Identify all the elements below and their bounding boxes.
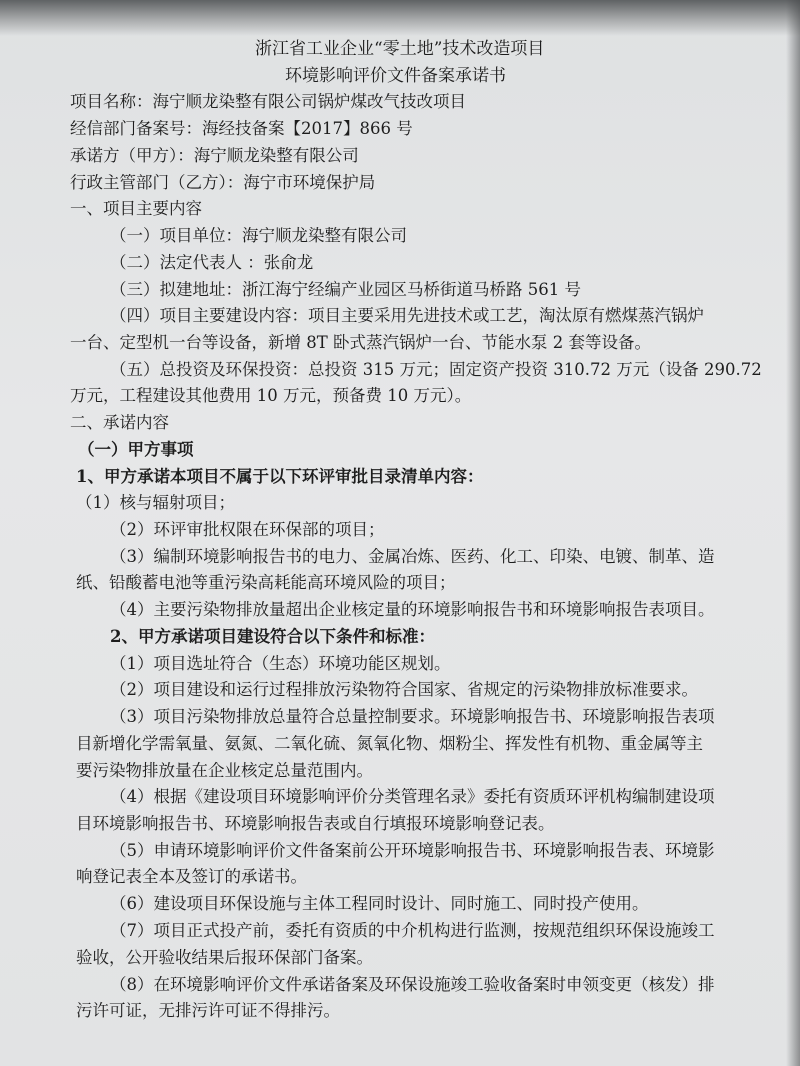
construction-content-line1: （四）项目主要建设内容：项目主要采用先进技术或工艺，淘汰原有燃煤蒸汽锅炉 xyxy=(110,306,704,325)
commitment2-item4-line2: 目环境影响报告书、环境影响报告表或自行填报环境影响登记表。 xyxy=(76,814,555,833)
commitment2-item5-line1: （5）申请环境影响评价文件备案前公开环境影响报告书、环境影响报告表、环境影 xyxy=(110,841,715,860)
section1-heading: 一、项目主要内容 xyxy=(70,199,202,218)
project-unit: （一）项目单位：海宁顺龙染整有限公司 xyxy=(110,226,407,245)
commitment2-item3-line1: （3）项目污染物排放总量符合总量控制要求。环境影响报告书、环境影响报告表项 xyxy=(110,707,715,726)
commitment1-item3-line1: （3）编制环境影响报告书的电力、金属冶炼、医药、化工、印染、电镀、制革、造 xyxy=(110,547,715,566)
party-a: 承诺方（甲方）：海宁顺龙染整有限公司 xyxy=(70,146,359,165)
commitment2-item3-line2: 目新增化学需氧量、氨氮、二氧化硫、氮氧化物、烟粉尘、挥发性有机物、重金属等主 xyxy=(76,734,703,753)
commitment1-item3-line2: 纸、铅酸蓄电池等重污染高耗能高环境风险的项目； xyxy=(76,573,456,592)
commitment1-heading: 1、甲方承诺本项目不属于以下环评审批目录清单内容： xyxy=(76,467,484,486)
commitment1-item2: （2）环评审批权限在环保部的项目； xyxy=(110,520,385,539)
section2-heading: 二、承诺内容 xyxy=(70,413,169,432)
commitment2-item8-line2: 污许可证，无排污许可证不得排污。 xyxy=(76,1001,340,1020)
page-top-shadow xyxy=(0,0,800,36)
page-edge-shadow xyxy=(786,0,800,1066)
legal-representative: （二）法定代表人 ：张俞龙 xyxy=(110,253,314,272)
construction-content-line2: 一台、定型机一台等设备，新增 8T 卧式蒸汽锅炉一台、节能水泵 2 套等设备。 xyxy=(70,333,651,352)
commitment2-item4-line1: （4）根据《建设项目环境影响评价分类管理名录》委托有资质环评机构编制建设项 xyxy=(110,787,715,806)
commitment2-item3-line3: 要污染物排放量在企业核定总量范围内。 xyxy=(76,761,373,780)
document-subtitle: 环境影响评价文件备案承诺书 xyxy=(285,66,506,86)
commitment2-item5-line2: 响登记表全本及签订的承诺书。 xyxy=(76,867,307,886)
commitment2-item7-line2: 验收，公开验收结果后报环保部门备案。 xyxy=(76,948,373,967)
party-b: 行政主管部门（乙方）：海宁市环境保护局 xyxy=(70,173,376,192)
record-number: 经信部门备案号：海经技备案【2017】866 号 xyxy=(70,119,413,138)
investment-line2: 万元，工程建设其他费用 10 万元，预备费 10 万元）。 xyxy=(70,386,472,405)
commitment2-item7-line1: （7）项目正式投产前，委托有资质的中介机构进行监测，按规范组织环保设施竣工 xyxy=(110,921,715,940)
site-address: （三）拟建地址：浙江海宁经编产业园区马桥街道马桥路 561 号 xyxy=(110,280,581,299)
commitment2-item1: （1）项目选址符合（生态）环境功能区规划。 xyxy=(110,654,451,673)
commitment2-item6: （6）建设项目环保设施与主体工程同时设计、同时施工、同时投产使用。 xyxy=(110,894,649,913)
commitment1-item4: （4）主要污染物排放量超出企业核定量的环境影响报告书和环境影响报告表项目。 xyxy=(110,600,715,619)
investment-line1: （五）总投资及环保投资：总投资 315 万元；固定资产投资 310.72 万元（设备 290.72 xyxy=(110,360,762,379)
commitment2-item8-line1: （8）在环境影响评价文件承诺备案及环保设施竣工验收备案时申领变更（核发）排 xyxy=(110,975,715,994)
party-a-matters-heading: （一）甲方事项 xyxy=(78,440,194,459)
commitment1-item1: （1）核与辐射项目； xyxy=(76,493,235,512)
project-name: 项目名称：海宁顺龙染整有限公司锅炉煤改气技改项目 xyxy=(70,92,466,111)
commitment2-item2: （2）项目建设和运行过程排放污染物符合国家、省规定的污染物排放标准要求。 xyxy=(110,680,698,699)
commitment2-heading: 2、甲方承诺项目建设符合以下条件和标准： xyxy=(110,627,435,646)
document-title: 浙江省工业企业“零土地”技术改造项目 xyxy=(255,39,545,59)
